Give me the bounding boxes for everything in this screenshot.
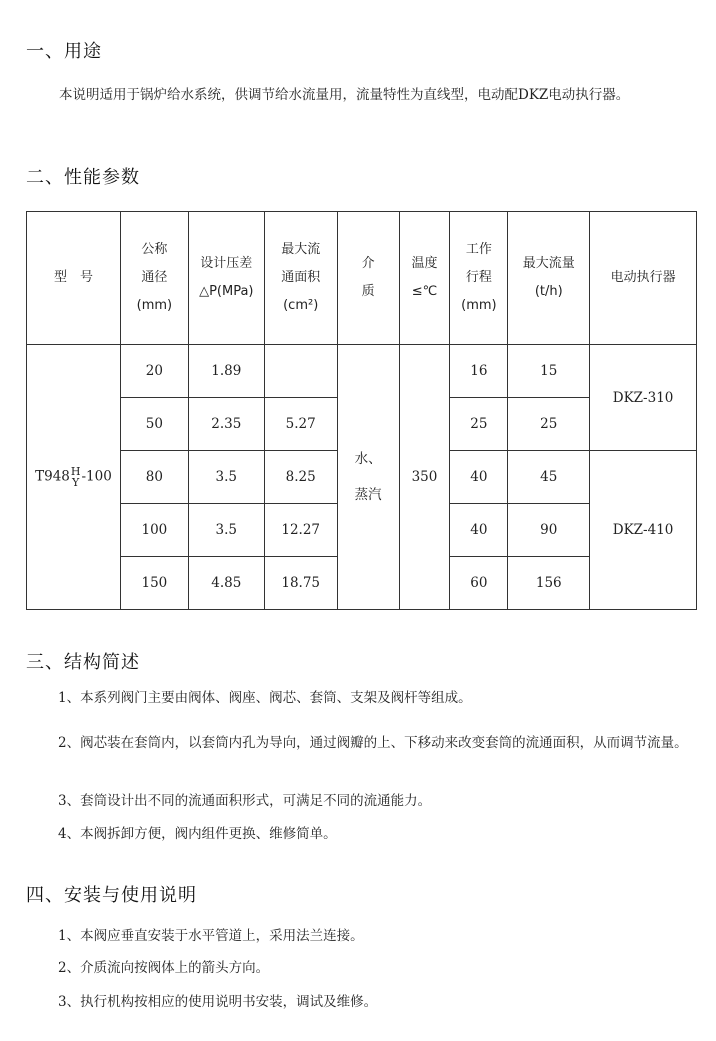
structure-item-4: 4、本阀拆卸方便，阀内组件更换、维修简单。 [58,826,337,842]
cell-dn: 80 [120,451,188,504]
cell-flow: 156 [508,557,590,610]
installation-item-2: 2、介质流向按阀体上的箭头方向。 [58,960,270,976]
cell-area [264,345,337,398]
table-header-row [27,212,697,345]
cell-area: 5.27 [264,398,337,451]
model-cell: T948 H Y -100 [27,345,121,610]
medium-cell: 水、 蒸汽 [337,345,399,610]
cell-stroke: 40 [450,504,508,557]
cell-stroke: 60 [450,557,508,610]
temperature-cell: 350 [399,345,450,610]
header-model: 型 号 [27,212,121,345]
header-design-pressure: 设计压差 △P(MPa) [188,212,264,345]
cell-dp: 1.89 [188,345,264,398]
header-max-flow: 最大流量 (t/h) [508,212,590,345]
actuator-cell: DKZ-410 [590,451,697,610]
cell-area: 12.27 [264,504,337,557]
cell-stroke: 40 [450,451,508,504]
cell-stroke: 16 [450,345,508,398]
section-title-usage: 一、用途 [26,41,102,62]
cell-area: 18.75 [264,557,337,610]
cell-flow: 15 [508,345,590,398]
structure-item-2: 2、阀芯装在套筒内，以套筒内孔为导向，通过阀瓣的上、下移动来改变套筒的流通面积，从而调节流量。 [58,735,688,751]
structure-item-1: 1、本系列阀门主要由阀体、阀座、阀芯、套筒、支架及阀杆等组成。 [58,690,472,706]
cell-dp: 3.5 [188,451,264,504]
cell-stroke: 25 [450,398,508,451]
structure-item-3: 3、套筒设计出不同的流通面积形式，可满足不同的流通能力。 [58,793,432,809]
header-medium: 介 质 [337,212,399,345]
header-stroke: 工作 行程 (mm) [450,212,508,345]
cell-flow: 90 [508,504,590,557]
cell-flow: 25 [508,398,590,451]
cell-dp: 2.35 [188,398,264,451]
installation-item-3: 3、执行机构按相应的使用说明书安装，调试及维修。 [58,994,378,1010]
section-title-performance: 二、性能参数 [26,167,140,188]
section-title-structure: 三、结构简述 [26,652,140,673]
cell-area: 8.25 [264,451,337,504]
header-max-flow-area: 最大流 通面积 (cm²) [264,212,337,345]
cell-dp: 3.5 [188,504,264,557]
header-actuator: 电动执行器 [590,212,697,345]
installation-item-1: 1、本阀应垂直安装于水平管道上，采用法兰连接。 [58,928,364,944]
cell-dp: 4.85 [188,557,264,610]
actuator-cell: DKZ-310 [590,345,697,451]
usage-paragraph: 本说明适用于锅炉给水系统，供调节给水流量用，流量特性为直线型，电动配DKZ电动执行器。 [59,87,630,103]
cell-dn: 100 [120,504,188,557]
cell-flow: 45 [508,451,590,504]
header-nominal-diameter: 公称 通径 (mm) [120,212,188,345]
section-title-installation: 四、安装与使用说明 [26,885,197,906]
cell-dn: 50 [120,398,188,451]
cell-dn: 20 [120,345,188,398]
header-temperature: 温度 ≤℃ [399,212,450,345]
cell-dn: 150 [120,557,188,610]
table-row [27,345,697,398]
performance-table [26,211,697,610]
